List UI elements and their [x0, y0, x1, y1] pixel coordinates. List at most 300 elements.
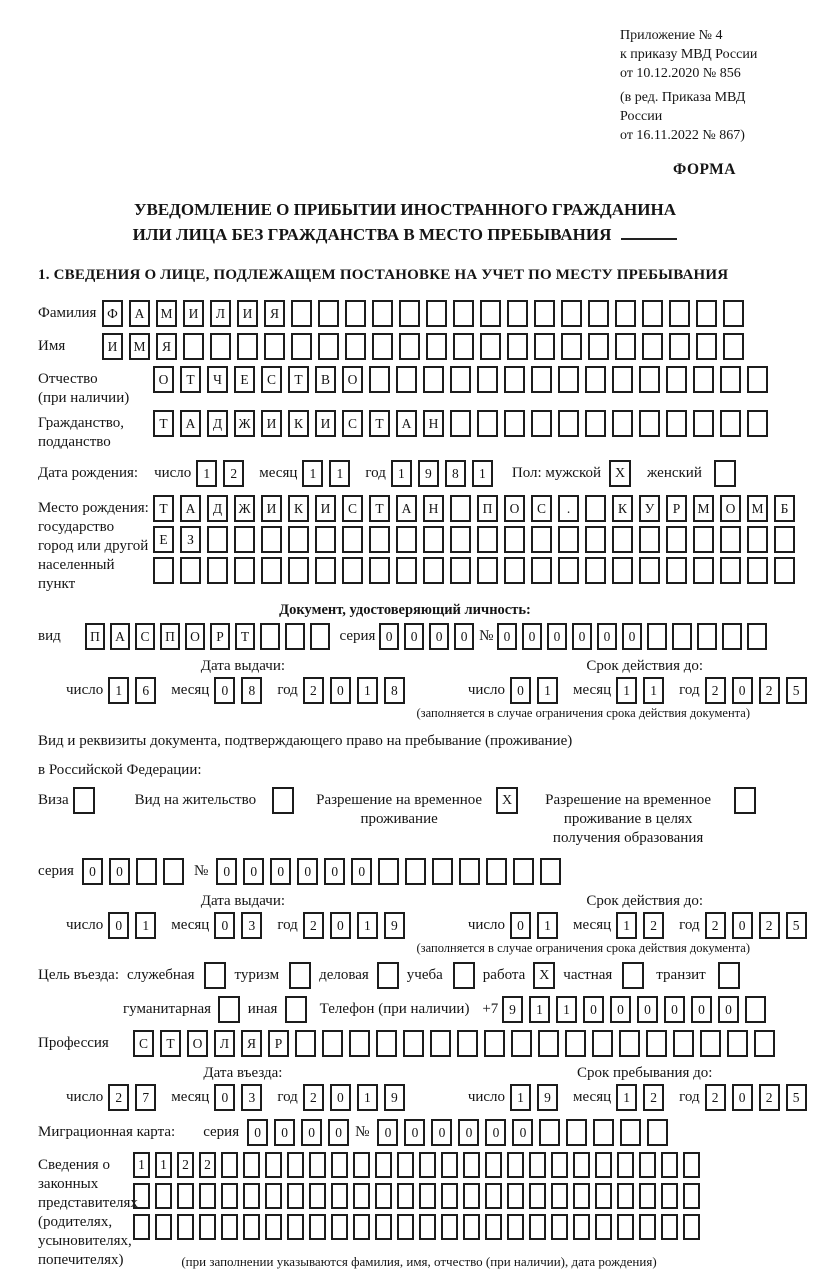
patronymic-row — [38, 366, 772, 408]
form-cell: Л — [210, 300, 231, 327]
form-cell — [403, 1030, 424, 1057]
form-cell — [747, 410, 768, 437]
form-cell — [353, 1183, 370, 1209]
form-cell — [261, 557, 282, 584]
form-cell — [450, 366, 471, 393]
form-cell — [573, 1183, 590, 1209]
form-cell: О — [185, 623, 205, 650]
entry-date-group — [66, 1084, 420, 1111]
form-cell — [615, 300, 636, 327]
form-cell: 8 — [445, 460, 466, 487]
form-cell — [430, 1030, 451, 1057]
doc-series-cells — [379, 623, 479, 650]
purpose-official-label: служебная — [126, 967, 195, 983]
purpose-work-label: работа — [482, 967, 526, 983]
form-cell: 1 — [357, 1084, 378, 1111]
form-cell: 9 — [537, 1084, 558, 1111]
form-cell — [453, 300, 474, 327]
profession-cells — [133, 1030, 781, 1057]
form-cell — [595, 1214, 612, 1240]
form-cell: 1 — [616, 677, 637, 704]
form-cell — [504, 526, 525, 553]
form-cell: 0 — [497, 623, 517, 650]
birth-year-cells — [391, 460, 499, 487]
birth-place-label: Место рождения: государство город или другой населенный пункт — [38, 500, 149, 592]
form-cell — [585, 557, 606, 584]
form-cell — [450, 526, 471, 553]
form-cell — [558, 366, 579, 393]
form-cell — [566, 1119, 587, 1146]
representatives-cells-row2 — [133, 1183, 705, 1209]
issue-date-group — [66, 677, 420, 704]
form-cell: Т — [160, 1030, 181, 1057]
form-cell — [642, 300, 663, 327]
form-cell: З — [180, 526, 201, 553]
form-cell — [331, 1183, 348, 1209]
form-cell: 8 — [384, 677, 405, 704]
form-cell: 1 — [329, 460, 350, 487]
form-cell — [463, 1214, 480, 1240]
month-label: месяц — [171, 682, 210, 698]
form-cell — [723, 300, 744, 327]
form-cell: 2 — [643, 1084, 664, 1111]
birth-day-cells — [196, 460, 250, 487]
form-title-line1: УВЕДОМЛЕНИЕ О ПРИБЫТИИ ИНОСТРАННОГО ГРАЖДАНИНА — [134, 200, 676, 219]
form-cell: 0 — [458, 1119, 479, 1146]
form-cell: М — [156, 300, 177, 327]
form-cell: Я — [264, 300, 285, 327]
form-cell: 0 — [214, 912, 235, 939]
birth-place-cells-row2 — [153, 526, 801, 553]
form-cell — [261, 526, 282, 553]
form-cell — [419, 1152, 436, 1178]
sex-female-checkbox — [714, 460, 736, 487]
representatives-row — [38, 1152, 772, 1270]
given-name-row — [38, 333, 772, 360]
form-cell: С — [342, 495, 363, 522]
form-cell — [507, 300, 528, 327]
residence-doc-dates — [38, 893, 800, 939]
doc-number-label: № — [479, 628, 494, 644]
form-cell: Т — [180, 366, 201, 393]
form-cell — [210, 333, 231, 360]
form-cell — [459, 858, 480, 885]
form-cell — [419, 1214, 436, 1240]
form-cell: 0 — [328, 1119, 349, 1146]
form-cell — [318, 300, 339, 327]
form-cell — [375, 1152, 392, 1178]
form-cell — [345, 300, 366, 327]
purpose-private-checkbox — [622, 962, 644, 989]
form-cell: И — [261, 495, 282, 522]
purpose-study-label: учеба — [406, 967, 443, 983]
form-cell: И — [183, 300, 204, 327]
form-cell — [774, 557, 795, 584]
form-cell — [480, 300, 501, 327]
form-cell: Т — [369, 495, 390, 522]
representatives-note: (при заполнении указываются фамилия, имя, отчество (при наличии), дата рождения) — [181, 1254, 657, 1269]
residence-issue-month-cells — [214, 912, 268, 939]
form-cell — [432, 858, 453, 885]
surname-row — [38, 300, 772, 327]
form-cell: 5 — [786, 1084, 807, 1111]
form-cell: 1 — [196, 460, 217, 487]
form-cell — [673, 1030, 694, 1057]
form-cell: 1 — [135, 912, 156, 939]
form-cell — [612, 526, 633, 553]
form-cell — [612, 557, 633, 584]
form-cell: 1 — [510, 1084, 531, 1111]
form-cell — [463, 1152, 480, 1178]
form-cell — [315, 557, 336, 584]
identity-doc-dates — [38, 658, 800, 704]
form-cell: 0 — [610, 996, 631, 1023]
form-cell: 0 — [297, 858, 318, 885]
option-temp-residence-education-checkbox — [734, 787, 756, 814]
form-cell: 0 — [301, 1119, 322, 1146]
form-cell — [696, 300, 717, 327]
form-cell: 2 — [705, 1084, 726, 1111]
form-cell — [595, 1152, 612, 1178]
residence-doc-options — [38, 787, 772, 848]
purpose-other-label: иная — [247, 1001, 278, 1017]
form-cell — [486, 858, 507, 885]
form-cell: 0 — [377, 1119, 398, 1146]
form-cell — [399, 300, 420, 327]
form-cell — [745, 996, 766, 1023]
form-cell — [538, 1030, 559, 1057]
month-label: месяц — [573, 1089, 612, 1105]
form-cell: Б — [774, 495, 795, 522]
profession-label: Профессия — [38, 1035, 109, 1051]
form-cell: Я — [156, 333, 177, 360]
form-cell — [265, 1152, 282, 1178]
form-cell: Ж — [234, 495, 255, 522]
stay-month-cells — [616, 1084, 670, 1111]
form-cell: 1 — [108, 677, 129, 704]
form-cell: 0 — [485, 1119, 506, 1146]
form-cell — [615, 333, 636, 360]
annex-amendment-line: (в ред. Приказа МВД России — [620, 90, 746, 124]
form-cell: Т — [153, 495, 174, 522]
stay-until-col — [468, 1065, 822, 1111]
year-label: год — [277, 682, 298, 698]
form-cell — [243, 1183, 260, 1209]
form-cell — [693, 410, 714, 437]
form-cell — [345, 333, 366, 360]
form-cell — [133, 1183, 150, 1209]
form-cell — [485, 1183, 502, 1209]
doc-series-label: серия — [339, 628, 376, 644]
form-cell: 0 — [429, 623, 449, 650]
form-cell: 0 — [572, 623, 592, 650]
form-cell — [595, 1183, 612, 1209]
form-cell — [700, 1030, 721, 1057]
expiry-day-cells — [510, 677, 564, 704]
purpose-row2 — [123, 996, 772, 1023]
form-cell — [397, 1152, 414, 1178]
form-cell: 0 — [691, 996, 712, 1023]
form-cell: С — [531, 495, 552, 522]
form-cell — [504, 557, 525, 584]
form-cell — [672, 623, 692, 650]
form-cell — [639, 1214, 656, 1240]
option-temp-residence — [310, 787, 518, 829]
year-label: год — [277, 917, 298, 933]
form-cell: 9 — [384, 1084, 405, 1111]
form-cell — [529, 1183, 546, 1209]
form-cell — [666, 410, 687, 437]
form-cell: А — [129, 300, 150, 327]
form-cell: 0 — [216, 858, 237, 885]
purpose-private-label: частная — [563, 967, 613, 983]
option-visa-label: Виза — [38, 792, 69, 808]
form-cell — [747, 623, 767, 650]
form-cell — [617, 1152, 634, 1178]
form-cell — [720, 557, 741, 584]
issue-date-heading: Дата выдачи: — [200, 658, 286, 674]
form-cell: 0 — [214, 1084, 235, 1111]
issue-year-cells — [303, 677, 411, 704]
form-cell — [183, 333, 204, 360]
form-cell: 0 — [664, 996, 685, 1023]
form-cell: 2 — [177, 1152, 194, 1178]
form-cell — [585, 366, 606, 393]
form-cell — [450, 495, 471, 522]
form-cell — [315, 526, 336, 553]
form-cell: Ж — [234, 410, 255, 437]
form-cell — [540, 858, 561, 885]
form-cell — [369, 557, 390, 584]
form-cell: Д — [207, 495, 228, 522]
form-cell: 2 — [759, 677, 780, 704]
form-cell: 1 — [357, 912, 378, 939]
form-cell: 1 — [616, 1084, 637, 1111]
form-cell: 0 — [214, 677, 235, 704]
form-cell — [558, 526, 579, 553]
form-cell: 2 — [108, 1084, 129, 1111]
form-cell: О — [342, 366, 363, 393]
form-cell — [693, 366, 714, 393]
purpose-humanitarian-checkbox — [218, 996, 240, 1023]
option-temp-residence-label: Разрешение на временное проживание — [316, 792, 483, 827]
form-cell — [573, 1214, 590, 1240]
expiry-date-group — [468, 912, 822, 939]
form-cell — [396, 557, 417, 584]
form-cell: 2 — [303, 1084, 324, 1111]
residence-number-cells — [216, 858, 567, 885]
form-cell — [639, 1183, 656, 1209]
form-cell: 0 — [454, 623, 474, 650]
form-cell: 0 — [510, 912, 531, 939]
day-label: число — [66, 1089, 104, 1105]
form-cell: 0 — [622, 623, 642, 650]
form-cell — [747, 526, 768, 553]
month-label: месяц — [171, 917, 210, 933]
form-cell — [612, 410, 633, 437]
form-cell: К — [288, 410, 309, 437]
form-cell — [177, 1214, 194, 1240]
form-cell: 9 — [418, 460, 439, 487]
form-cell — [484, 1030, 505, 1057]
form-cell — [369, 366, 390, 393]
form-cell — [683, 1214, 700, 1240]
form-cell — [477, 366, 498, 393]
form-cell — [558, 557, 579, 584]
form-cell — [774, 526, 795, 553]
form-cell: 2 — [705, 912, 726, 939]
residence-number-label: № — [193, 863, 209, 879]
form-cell: 0 — [732, 912, 753, 939]
form-cell: 0 — [732, 1084, 753, 1111]
migration-series-cells — [247, 1119, 355, 1146]
residence-expiry-year-cells — [705, 912, 813, 939]
representatives-cells-row1 — [133, 1152, 705, 1178]
form-cell: 5 — [786, 677, 807, 704]
option-temp-residence-education-label: Разрешение на временное проживание в целях получения образования — [545, 792, 712, 846]
section1-heading: 1. СВЕДЕНИЯ О ЛИЦЕ, ПОДЛЕЖАЩЕМ ПОСТАНОВКЕ НА УЧЕТ ПО МЕСТУ ПРЕБЫВАНИЯ — [38, 267, 729, 283]
form-cell: А — [396, 495, 417, 522]
representatives-cells — [133, 1152, 705, 1270]
form-cell — [747, 366, 768, 393]
form-cell — [342, 557, 363, 584]
form-cell — [419, 1183, 436, 1209]
expiry-date-heading: Срок действия до: — [586, 658, 704, 674]
form-cell — [331, 1152, 348, 1178]
form-cell — [426, 333, 447, 360]
form-cell — [375, 1183, 392, 1209]
form-cell — [747, 557, 768, 584]
form-cell — [585, 495, 606, 522]
form-cell — [639, 410, 660, 437]
residence-doc-intro — [38, 727, 772, 785]
citizenship-label: Гражданство, подданство — [38, 415, 125, 450]
form-cell — [661, 1183, 678, 1209]
month-label: месяц — [573, 682, 612, 698]
form-cell — [485, 1214, 502, 1240]
form-cell — [353, 1214, 370, 1240]
form-cell — [642, 333, 663, 360]
option-visa-checkbox — [73, 787, 95, 814]
form-cell — [243, 1152, 260, 1178]
form-cell — [539, 1119, 560, 1146]
form-cell — [531, 526, 552, 553]
year-label: год — [277, 1089, 298, 1105]
form-cell: Н — [423, 410, 444, 437]
form-cell: М — [693, 495, 714, 522]
form-cell — [309, 1214, 326, 1240]
form-cell — [477, 410, 498, 437]
form-cell: 9 — [502, 996, 523, 1023]
phone-label: Телефон (при наличии) — [319, 1001, 470, 1017]
form-cell: 1 — [155, 1152, 172, 1178]
residence-expiry-day-cells — [510, 912, 564, 939]
form-cell — [441, 1152, 458, 1178]
month-label: месяц — [259, 465, 298, 481]
form-cell: 0 — [718, 996, 739, 1023]
purpose-other-checkbox — [285, 996, 307, 1023]
form-cell — [646, 1030, 667, 1057]
purpose-business-checkbox — [377, 962, 399, 989]
form-cell — [441, 1214, 458, 1240]
form-cell: Ф — [102, 300, 123, 327]
form-cell: И — [261, 410, 282, 437]
month-label: месяц — [171, 1089, 210, 1105]
surname-label: Фамилия — [38, 305, 97, 321]
form-cell — [639, 557, 660, 584]
form-cell — [349, 1030, 370, 1057]
form-cell: Л — [214, 1030, 235, 1057]
form-cell: А — [110, 623, 130, 650]
form-cell: 1 — [302, 460, 323, 487]
form-cell — [612, 366, 633, 393]
form-cell — [264, 333, 285, 360]
issue-date-heading: Дата выдачи: — [200, 893, 286, 909]
option-residence-permit-checkbox — [272, 787, 294, 814]
form-cell: Д — [207, 410, 228, 437]
entry-day-cells — [108, 1084, 162, 1111]
migration-card-label: Миграционная карта: — [38, 1124, 176, 1140]
form-cell — [423, 526, 444, 553]
form-cell: Н — [423, 495, 444, 522]
form-cell: 0 — [108, 912, 129, 939]
form-cell — [288, 557, 309, 584]
form-cell: Е — [153, 526, 174, 553]
form-cell: 0 — [379, 623, 399, 650]
form-cell — [265, 1214, 282, 1240]
form-cell: 1 — [391, 460, 412, 487]
day-label: число — [467, 1089, 506, 1105]
form-cell — [331, 1214, 348, 1240]
form-cell: 0 — [732, 677, 753, 704]
expiry-year-cells — [705, 677, 813, 704]
annex-line: от 10.12.2020 № 856 — [620, 66, 741, 81]
form-cell: 0 — [522, 623, 542, 650]
stay-until-heading: Срок пребывания до: — [576, 1065, 713, 1081]
form-cell — [265, 1183, 282, 1209]
migration-card-row — [38, 1119, 772, 1146]
expiry-month-cells — [616, 677, 670, 704]
sex-male-checkbox: X — [609, 460, 631, 487]
form-cell — [463, 1183, 480, 1209]
migration-number-label: № — [355, 1124, 370, 1140]
day-label: число — [467, 917, 506, 933]
birth-place-cells — [153, 495, 801, 588]
form-cell — [322, 1030, 343, 1057]
identity-doc-heading: Документ, удостоверяющий личность: — [279, 602, 531, 618]
form-cell: 0 — [404, 1119, 425, 1146]
form-cell — [369, 526, 390, 553]
form-title — [38, 197, 772, 247]
phone-prefix: +7 — [482, 1001, 499, 1017]
form-cell — [309, 1152, 326, 1178]
form-cell: 1 — [472, 460, 493, 487]
form-cell — [477, 557, 498, 584]
form-cell: К — [288, 495, 309, 522]
expiry-date-group — [468, 677, 822, 704]
stay-until-group — [468, 1084, 822, 1111]
stay-day-cells — [510, 1084, 564, 1111]
issue-date-group — [66, 912, 420, 939]
form-cell — [561, 333, 582, 360]
expiry-date-heading: Срок действия до: — [586, 893, 704, 909]
form-cell — [287, 1214, 304, 1240]
form-cell — [661, 1152, 678, 1178]
given-name-label: Имя — [38, 338, 66, 354]
representatives-cells-row3 — [133, 1214, 705, 1240]
migration-number-cells — [377, 1119, 674, 1146]
form-cell — [534, 300, 555, 327]
